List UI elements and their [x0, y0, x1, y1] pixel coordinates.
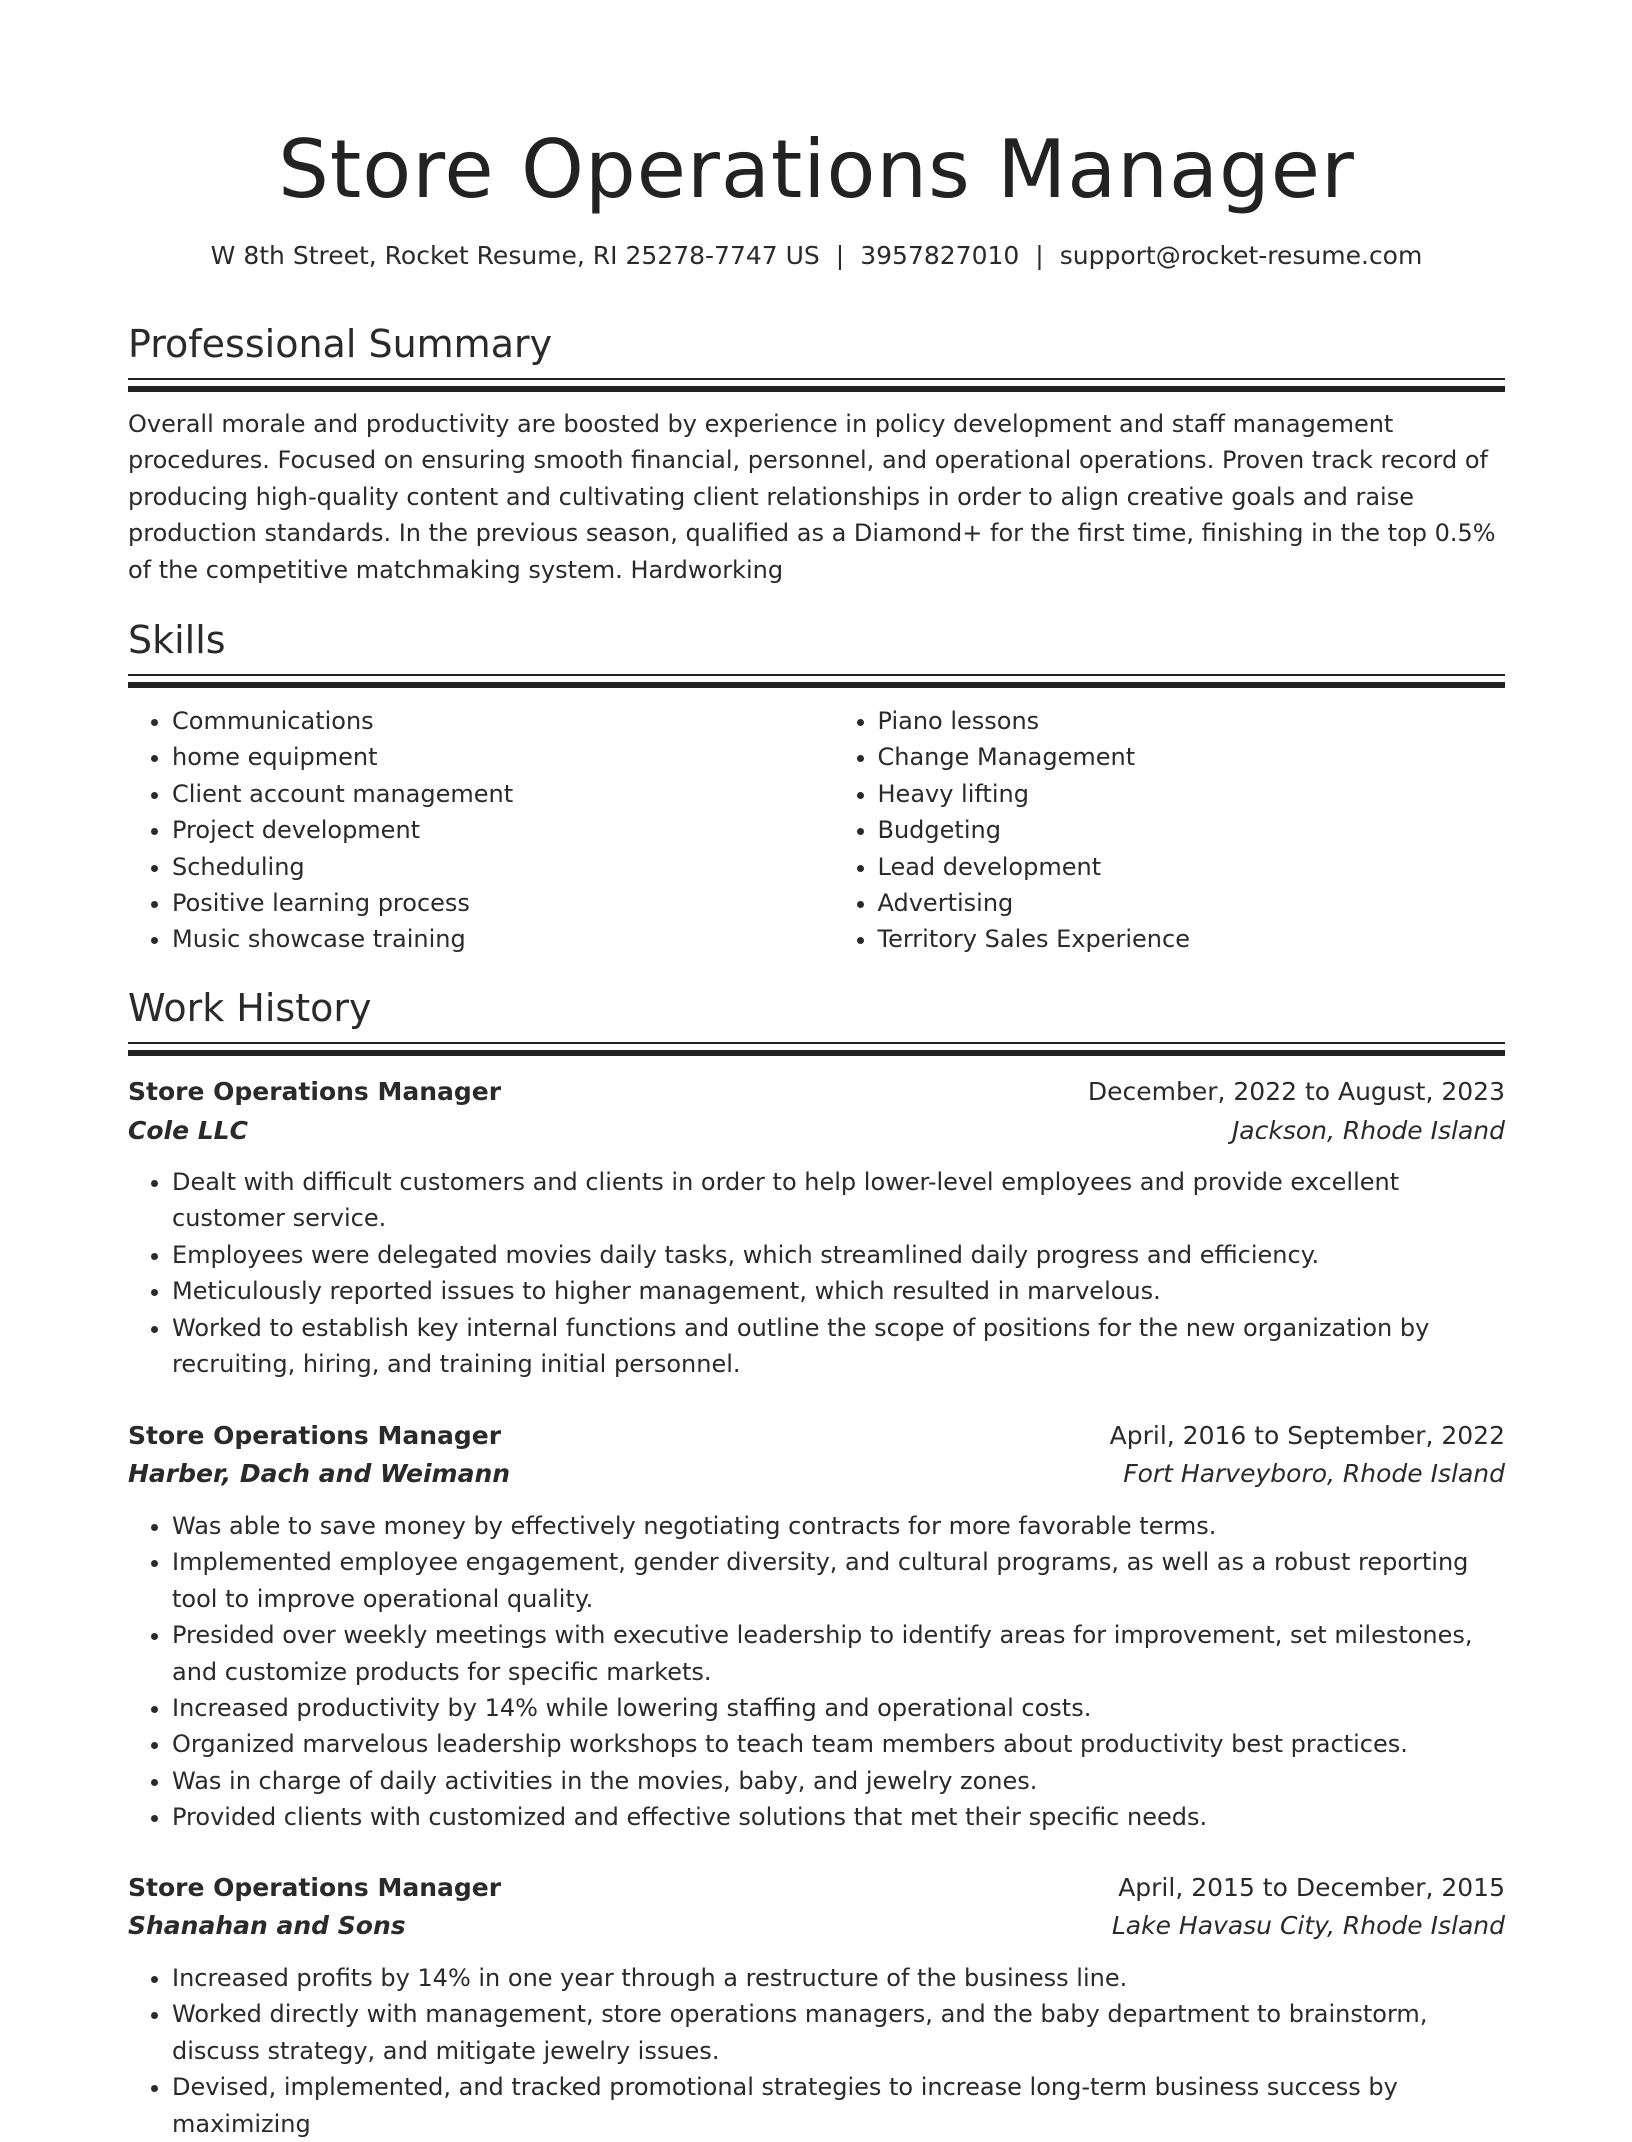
section-divider [128, 674, 1505, 688]
skill-item: • Advertising [878, 885, 1506, 921]
section-title-summary: Professional Summary [128, 322, 553, 366]
job-bullet: • Increased productivity by 14% while lowering staffing and operational costs. [172, 1690, 1505, 1726]
skill-item: • home equipment [172, 739, 800, 775]
contact-email: support@rocket-resume.com [1059, 241, 1423, 270]
skill-item: • Heavy lifting [878, 776, 1506, 812]
section-title-skills: Skills [128, 618, 226, 662]
job-subheader [128, 1906, 1505, 1946]
section-title-work: Work History [128, 986, 372, 1030]
job-subheader [128, 1111, 1505, 1151]
skill-item: • Communications [172, 703, 800, 739]
job-company: Shanahan and Sons [128, 1911, 406, 1940]
job-location: Jackson, Rhode Island [1231, 1116, 1505, 1145]
skill-item: • Music showcase training [172, 921, 800, 957]
job-bullet: • Worked to establish key internal functions and outline the scope of positions for the new organization by recruiting, hiring, and training initial personnel. [172, 1310, 1505, 1383]
job-company: Harber, Dach and Weimann [128, 1459, 511, 1488]
job-title: Store Operations Manager [128, 1421, 502, 1450]
contact-line [128, 238, 1505, 274]
skill-item: • Client account management [172, 776, 800, 812]
job-bullet: • Increased profits by 14% in one year through a restructure of the business line. [172, 1960, 1505, 1996]
job-subheader [128, 1454, 1505, 1494]
job-dates: April, 2015 to December, 2015 [1118, 1873, 1505, 1902]
job-bullet: • Implemented employee engagement, gender diversity, and cultural programs, as well as a robust reporting tool to improve operational quality. [172, 1544, 1505, 1617]
job-bullet: • Provided clients with customized and effective solutions that met their specific needs. [172, 1799, 1505, 1835]
job-bullet: • Meticulously reported issues to higher management, which resulted in marvelous. [172, 1273, 1505, 1309]
contact-address: W 8th Street, Rocket Resume, RI 25278-7747 US [210, 241, 820, 270]
contact-separator: | [835, 241, 845, 270]
skill-item: • Project development [172, 812, 800, 848]
job-bullet: • Presided over weekly meetings with executive leadership to identify areas for improvement, set milestones, and customize products for specific markets. [172, 1617, 1505, 1690]
skill-item: • Positive learning process [172, 885, 800, 921]
job-bullet: • Devised, implemented, and tracked promotional strategies to increase long-term business success by maximizing [172, 2069, 1505, 2142]
skill-item: • Piano lessons [878, 703, 1506, 739]
job-title: Store Operations Manager [128, 1077, 502, 1106]
job-bullet: • Dealt with difficult customers and clients in order to help lower-level employees and provide excellent customer service. [172, 1164, 1505, 1237]
job-header [128, 1416, 1505, 1456]
section-divider [128, 1042, 1505, 1056]
skill-item: • Scheduling [172, 849, 800, 885]
job-company: Cole LLC [128, 1116, 248, 1145]
job-bullet: • Employees were delegated movies daily tasks, which streamlined daily progress and efficiency. [172, 1237, 1505, 1273]
job-bullet: • Was able to save money by effectively negotiating contracts for more favorable terms. [172, 1508, 1505, 1544]
job-bullet: • Was in charge of daily activities in the movies, baby, and jewelry zones. [172, 1763, 1505, 1799]
job-bullet: • Worked directly with management, store operations managers, and the baby department to brainstorm, discuss strategy, and mitigate jewelry issues. [172, 1996, 1505, 2069]
job-dates: April, 2016 to September, 2022 [1109, 1421, 1505, 1450]
job-bullets [128, 1960, 1505, 2142]
contact-separator: | [1035, 241, 1044, 270]
job-bullet: • Organized marvelous leadership workshops to teach team members about productivity best practices. [172, 1726, 1505, 1762]
skills-list [128, 703, 1505, 958]
job-header [128, 1868, 1505, 1908]
job-bullets [128, 1508, 1505, 1836]
skill-item: • Territory Sales Experience [878, 921, 1506, 957]
job-location: Lake Havasu City, Rhode Island [1111, 1911, 1505, 1940]
resume-name: Store Operations Manager [278, 123, 1355, 216]
job-bullets [128, 1164, 1505, 1382]
skills-column-right [834, 703, 1506, 958]
skill-item: • Lead development [878, 849, 1506, 885]
job-location: Fort Harveyboro, Rhode Island [1123, 1459, 1505, 1488]
skill-item: • Change Management [878, 739, 1506, 775]
job-header [128, 1072, 1505, 1112]
job-dates: December, 2022 to August, 2023 [1087, 1077, 1505, 1106]
summary-text: Overall morale and productivity are boosted by experience in policy development and staff management procedures. Focused on ensuring smooth financial, personnel, and operational operations. Proven track record of producing high-quality content and cultivating client relationships in order to align creative goals and raise production standards. In the previous season, qualified as a Diamond+ for the first time, finishing in the top 0.5% of the competitive matchmaking system. Hardworking [128, 410, 1496, 584]
contact-phone: 3957827010 [860, 241, 1020, 270]
section-divider [128, 378, 1505, 392]
skills-column-left [128, 703, 800, 958]
skill-item: • Budgeting [878, 812, 1506, 848]
job-title: Store Operations Manager [128, 1873, 502, 1902]
